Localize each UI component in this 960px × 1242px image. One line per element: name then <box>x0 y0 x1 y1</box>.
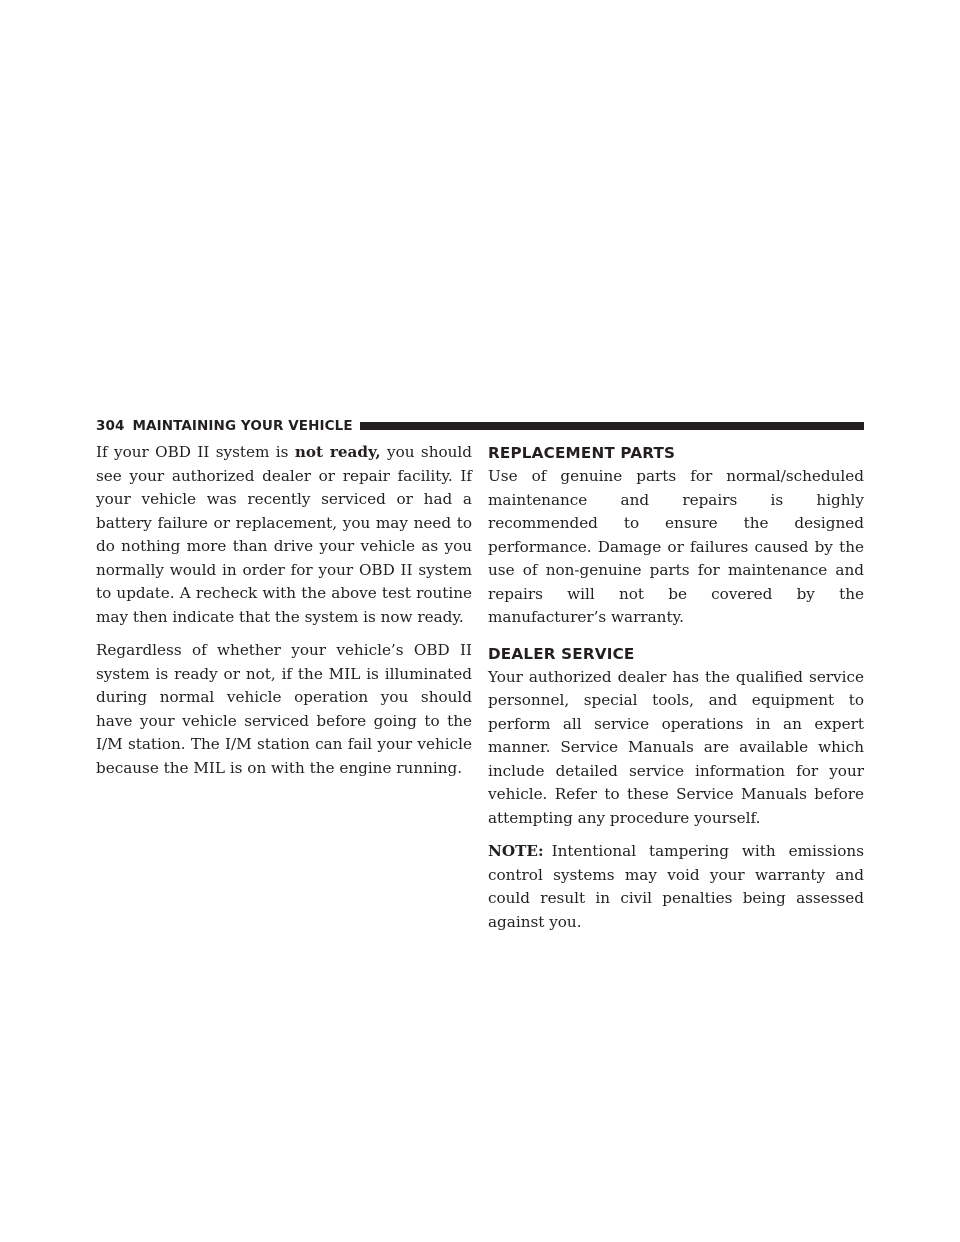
note-label: NOTE: <box>488 842 544 860</box>
mil-illuminated-paragraph: Regardless of whether your vehicle’s OBD II system is ready or not, if the MIL is illuminated during normal vehicle operation you should have your vehicle serviced before going to the I/M station. The I/M station can fail your vehicle because the MIL is on with the engine running. <box>96 641 472 777</box>
section-title: MAINTAINING YOUR VEHICLE <box>132 418 353 434</box>
replacement-parts-heading: REPLACEMENT PARTS <box>488 444 676 462</box>
replacement-parts-paragraph: Use of genuine parts for normal/scheduled maintenance and repairs is highly recommended to ensure the designed performance. Damage or failures caused by the use of non-genuine parts for maintenance and repairs will not be covered by the manufacturer’s warranty. <box>488 467 864 626</box>
page-header <box>96 417 864 435</box>
not-ready-emphasis: not ready, <box>294 443 381 461</box>
paragraph-text: If your OBD II system is <box>96 443 295 461</box>
note-text: Intentional tampering with emissions control systems may void your warranty and could result in civil penalties being assessed against you. <box>488 842 864 931</box>
dealer-service-heading: DEALER SERVICE <box>488 644 635 663</box>
left-column <box>96 441 472 790</box>
header-rule <box>360 422 864 430</box>
note-paragraph <box>488 840 864 934</box>
paragraph-text: you should see your authorized dealer or repair facility. If your vehicle was recently serviced or had a battery failure or replacement, you may need to do nothing more than drive your vehicle as you normally would in order for your OBD II system to update. A recheck with the above test routine may then indicate that the system is now ready. <box>96 443 472 626</box>
dealer-service-paragraph: Your authorized dealer has the qualified service personnel, special tools, and equipment to perform all service operations in an expert manner. Service Manuals are available which include detailed service information for your vehicle. Refer to these Service Manuals before attempting any procedure yourself. <box>488 667 864 827</box>
page-number: 304 <box>96 418 125 434</box>
obd-not-ready-paragraph <box>96 441 472 629</box>
right-column <box>488 441 864 944</box>
